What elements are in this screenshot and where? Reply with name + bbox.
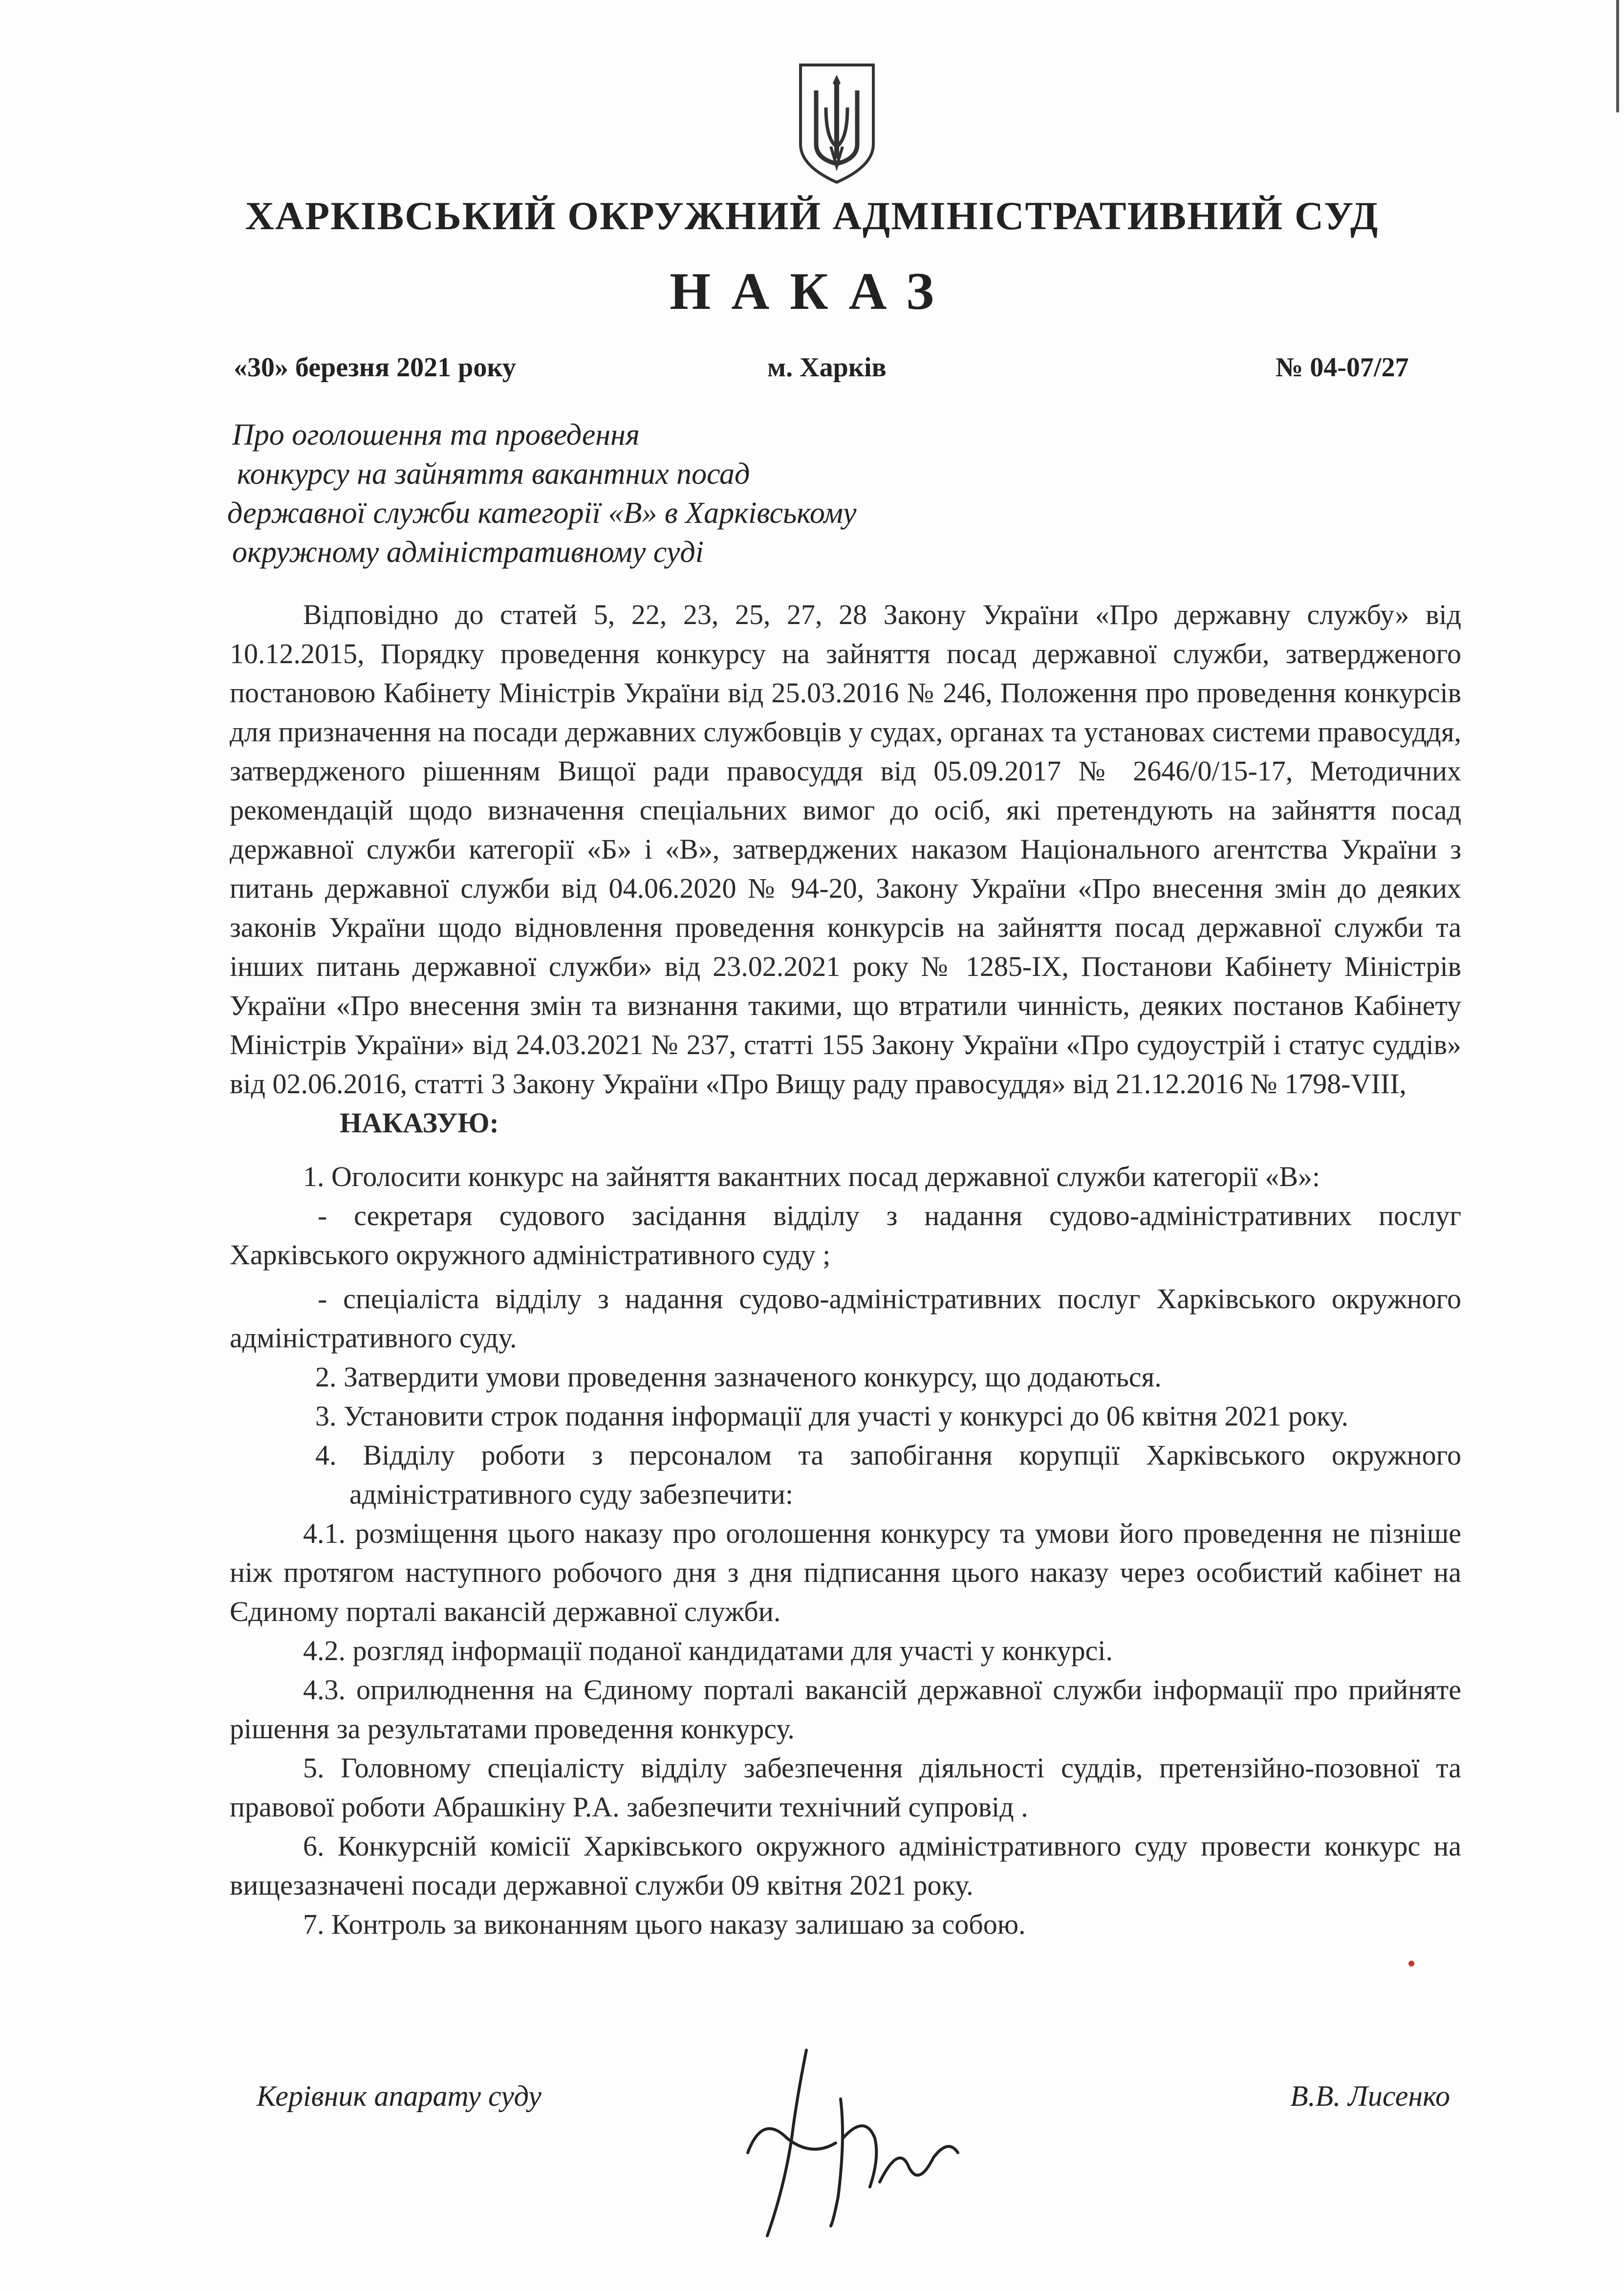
trident-coat-of-arms-icon bbox=[797, 61, 877, 186]
document-type-title: НАКАЗ bbox=[670, 262, 954, 321]
order-item-4: 4. Відділу роботи з персоналом та запобігання корупції Харківського окружного адміністративного суду забезпечити: bbox=[315, 1439, 1461, 1510]
order-item-4-2: 4.2. розгляд інформації поданої кандидатами для участі у конкурсі. bbox=[303, 1635, 1113, 1666]
order-item-4-3: 4.3. оприлюднення на Єдиному порталі вакансій державної служби інформації про прийняте рішення за результатами проведення конкурсу. bbox=[230, 1674, 1461, 1745]
nakazuyu-heading: НАКАЗУЮ: bbox=[340, 1107, 499, 1139]
subject-line: конкурсу на зайняття вакантних посад bbox=[237, 457, 750, 491]
order-body bbox=[230, 595, 1461, 1944]
order-item-7: 7. Контроль за виконанням цього наказу залишаю за собою. bbox=[303, 1908, 1026, 1940]
subject-line: Про оголошення та проведення bbox=[232, 418, 640, 452]
order-item-5: 5. Головному спеціалісту відділу забезпечення діяльності суддів, претензійно-позовної та правової роботи Абрашкіну Р.А. забезпечити технічний супровід . bbox=[230, 1752, 1461, 1823]
court-name: ХАРКІВСЬКИЙ ОКРУЖНИЙ АДМІНІСТРАТИВНИЙ СУД bbox=[245, 194, 1379, 238]
order-date: «30» березня 2021 року bbox=[234, 352, 516, 383]
order-item-4-1: 4.1. розміщення цього наказу про оголошення конкурсу та умови його проведення не пізніше ніж протягом наступного робочого дня з дня підписання цього наказу через особистий кабінет на Єдиному порталі вакансій державної служби. bbox=[230, 1517, 1461, 1627]
order-item-1a: - секретаря судового засідання відділу з надання судово-адміністративних послуг Харківського окружного адміністративного суду ; bbox=[230, 1200, 1461, 1271]
order-subject bbox=[227, 415, 1014, 572]
red-mark bbox=[1407, 1960, 1415, 1967]
order-city: м. Харків bbox=[767, 352, 887, 383]
order-item-1: 1. Оголосити конкурс на зайняття вакантних посад державної служби категорії «В»: bbox=[303, 1161, 1321, 1192]
signatory-position: Керівник апарату суду bbox=[257, 2080, 541, 2112]
order-item-6: 6. Конкурсній комісії Харківського окружного адміністративного суду провести конкурс на вищезазначені посади державної служби 09 квітня 2021 року. bbox=[230, 1830, 1461, 1901]
signatory-name: В.В. Лисенко bbox=[1290, 2080, 1450, 2112]
scan-edge-mark bbox=[1608, 0, 1624, 112]
preamble-paragraph: Відповідно до статей 5, 22, 23, 25, 27, 28 Закону України «Про державну службу» від 10.12.2015, Порядку проведення конкурсу на зайняття посад державної служби, затвердженого постановою Кабінету Міністрів України від 25.03.2016 № 246, Положення про проведення конкурсів для призначення на посади державних службовців у судах, органах та установах системи правосуддя, затвердженого рішенням Вищої ради правосуддя від 05.09.2017 № 2646/0/15-17, Методичних рекомендацій щодо визначення спеціальних вимог до осіб, які претендують на зайняття посад державної служби категорії «Б» і «В», затверджених наказом Національного агентства України з питань державної служби від 04.06.2020 № 94-20, Закону України «Про внесення змін до деяких законів України щодо відновлення проведення конкурсів на зайняття посад державної служби та інших питань державної служби» від 23.02.2021 року № 1285-IX, Постанови Кабінету Міністрів України «Про внесення змін та визнання такими, що втратили чинність, деяких постанов Кабінету Міністрів України» від 24.03.2021 № 237, статті 155 Закону України «Про судоустрій і статус суддів» від 02.06.2016, статті 3 Закону України «Про Вищу раду правосуддя» від 21.12.2016 № 1798-VIII, bbox=[230, 599, 1461, 1100]
order-item-1b: - спеціаліста відділу з надання судово-адміністративних послуг Харківського окружного адміністративного суду. bbox=[230, 1283, 1461, 1354]
subject-line: окружному адміністративному суді bbox=[232, 536, 704, 569]
order-item-3: 3. Установити строк подання інформації для участі у конкурсі до 06 квітня 2021 року. bbox=[315, 1400, 1349, 1432]
order-number: № 04-07/27 bbox=[1276, 352, 1409, 383]
subject-line: державної служби категорії «В» в Харківському bbox=[227, 497, 857, 530]
order-item-2: 2. Затвердити умови проведення зазначеного конкурсу, що додаються. bbox=[315, 1361, 1162, 1393]
handwritten-signature bbox=[733, 2040, 963, 2246]
